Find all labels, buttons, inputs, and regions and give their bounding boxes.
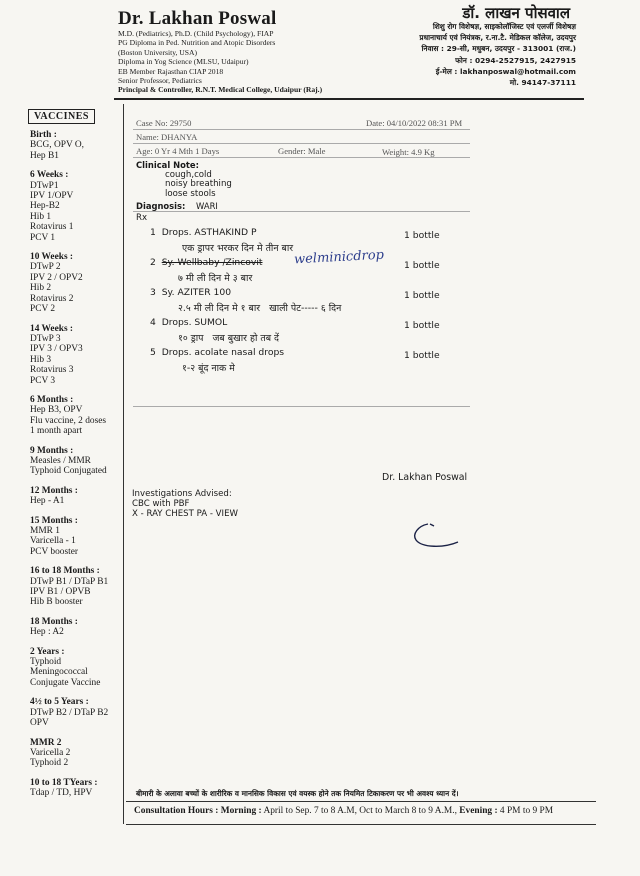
patient-age: Age: 0 Yr 4 Mth 1 Days [136,146,220,156]
diagnosis-value: WARI [196,201,218,211]
vaccine-group [30,486,123,507]
vaccine-item: DTwP 3 [30,333,61,344]
vaccine-item: Hep-B2 [30,201,60,212]
medicine-instruction: ७ मी ली दिन मे ३ बार [178,273,253,284]
vaccine-item: Rotavirus 2 [30,293,74,304]
qualification-line: M.D. (Pediatrics), Ph.D. (Child Psychology), FIAP [118,29,274,38]
vaccine-item: DTwP B1 / DTaP B1 [30,576,109,587]
vaccine-group [30,697,123,728]
medicine-number: 1 [150,227,156,238]
medicine-number: 4 [150,317,156,328]
vaccine-item: PCV booster [30,546,79,557]
vaccine-group [30,778,123,799]
vaccine-item: DTwP1 [30,180,59,191]
vaccine-item: Tdap / TD, HPV [30,788,93,799]
medicine-5 [150,347,284,358]
medicine-name: Sy. Wellbaby /Zincovit [161,257,263,268]
vaccine-item: MMR 1 [30,526,60,536]
clinical-note-items [165,171,232,199]
investigations-label: Investigations Advised: [132,489,232,499]
vaccine-group-heading: 12 Months : [30,485,78,496]
investigation-item: CBC with PBF [132,499,190,509]
hindi-line: शिशु रोग विशेषज्ञ, साइकोलॉजिस्ट एवं एलर्जी विशेषज्ञ [432,22,576,31]
hindi-line: मो. 94147-37111 [509,78,576,88]
clinical-note-label: Clinical Note: [136,160,199,170]
vaccine-item: Varicella - 1 [30,536,76,547]
vaccine-item: Hib 1 [30,211,52,222]
name-divider [133,143,470,144]
footer-bottom-divider [126,824,596,825]
investigations [132,489,238,519]
vaccine-item: Hep B1 [30,150,59,161]
vaccine-group [30,738,123,769]
vaccine-item: Typhoid Conjugated [30,466,107,477]
vaccine-group-heading: Birth : [30,130,57,140]
hindi-line: निवास : 29-सी, मधुबन, उदयपुर - 313001 (राज.) [421,44,576,54]
vaccine-item: Typhoid 2 [30,758,69,769]
vaccine-group-heading: 18 Months : [30,616,78,627]
vaccine-group-heading: 15 Months : [30,515,78,526]
medicine-qty: 1 bottle [404,350,440,361]
header-divider [114,98,584,100]
vaccine-group-heading: 16 to 18 Months : [30,566,100,577]
vaccine-item: Hep B3, OPV [30,405,83,416]
vaccines-title: VACCINES [28,109,95,124]
vaccine-item: PCV 2 [30,304,56,315]
case-divider [133,129,470,130]
consult-label: Consultation Hours : [134,806,219,816]
medicine-instruction: २.५ मी ली दिन मे १ बार खाली पेट----- ६ दिन [178,303,342,314]
clinical-note-item: noisy breathing [165,179,232,190]
diagnosis-label: Diagnosis: [136,201,186,211]
vaccine-group [30,446,123,477]
evening-hours: 4 PM to 9 PM [499,806,554,816]
vaccine-group [30,617,123,638]
rx-divider [133,406,470,407]
vaccine-group [30,324,123,386]
vaccine-group [30,395,123,437]
qualification-line: Diploma in Yog Science (MLSU, Udaipur) [118,57,249,67]
medicine-number: 2 [150,257,156,268]
vaccine-schedule [30,130,123,808]
medicine-1 [150,227,257,238]
qualification-line: EB Member Rajasthan CIAP 2018 [118,66,224,76]
vaccine-group-heading: 10 to 18 TYears : [30,777,98,788]
medicine-qty: 1 bottle [404,290,440,301]
age-divider [133,157,470,158]
qualification-line: Senior Professor, Pediatrics [118,76,202,86]
diagnosis [136,201,218,211]
visit-date: Date: 04/10/2022 08:31 PM [366,118,463,128]
rx-label: Rx [136,213,148,223]
vaccine-group [30,170,123,243]
patient-gender: Gender: Male [278,146,326,156]
medicine-4 [150,317,227,328]
vaccine-item: IPV 3 / OPV3 [30,344,83,355]
medicine-number: 5 [150,347,156,358]
vaccine-item: Hib 2 [30,283,52,294]
vaccine-group-heading: 9 Months : [30,445,74,456]
doctor-details-hindi [326,21,576,88]
vaccine-group-heading: 4½ to 5 Years : [30,697,89,708]
clinical-note-item: loose stools [165,188,216,199]
vaccine-item: Rotavirus 1 [30,222,74,233]
qualification-line: PG Diploma in Ped. Nutrition and Atopic Disorders [118,38,276,48]
vaccine-item: PCV 1 [30,232,56,243]
vaccine-item: Hib 3 [30,354,52,365]
vaccine-item: BCG, OPV O, [30,140,85,151]
vaccine-item: OPV [30,718,49,729]
medicine-qty: 1 bottle [404,230,440,241]
vaccine-item: Hep : A2 [30,627,64,638]
sidebar-divider [123,104,124,824]
morning-hours: April to Sep. 7 to 8 A.M, Oct to March 8 to 9 A.M., [263,806,457,816]
signature-name: Dr. Lakhan Poswal [382,472,468,483]
vaccine-item: Conjugate Vaccine [30,677,101,688]
medicine-number: 3 [150,287,156,298]
vaccine-group-heading: 10 Weeks : [30,252,74,263]
vaccine-item: Measles / MMR [30,455,91,466]
footer-note-hindi: बीमारी के अलावा बच्चों के शारीरिक व मानसिक विकास एवं वयस्क होने तक नियमित टिकाकरण पर भी अवश्य ध्यान दें। [136,789,459,798]
handwritten-note: welminicdrop [293,247,385,268]
vaccine-group [30,566,123,608]
vaccine-item: DTwP B2 / DTaP B2 [30,707,109,718]
hindi-line: फोन : 0294-2527915, 2427915 [455,55,576,65]
medicine-name: Drops. ASTHAKIND P [161,227,257,238]
medicine-2 [150,257,263,268]
vaccine-item: PCV 3 [30,375,56,386]
vaccine-item: Hib B booster [30,597,83,608]
medicine-name: Drops. acolate nasal drops [161,347,285,358]
vaccine-item: Varicella 2 [30,747,71,758]
vaccine-item: Rotavirus 3 [30,365,74,376]
medicine-3 [150,287,231,298]
vaccine-item: 1 month apart [30,426,83,437]
vaccine-group-heading: 6 Months : [30,394,74,405]
evening-label: Evening : [459,806,498,816]
diagnosis-divider [133,211,470,212]
vaccine-group [30,647,123,689]
vaccine-group [30,516,123,558]
medicine-qty: 1 bottle [404,260,440,271]
vaccine-item: Flu vaccine, 2 doses [30,415,107,426]
medicine-name: Drops. SUMOL [161,317,228,328]
vaccine-item: Meningococcal [30,667,88,678]
medicine-instruction: एक ड्रापर भरकर दिन मे तीन बार [182,243,294,254]
vaccine-group-heading: 2 Years : [30,646,65,657]
medicine-qty: 1 bottle [404,320,440,331]
consultation-hours [134,806,553,816]
vaccine-group-heading: 14 Weeks : [30,323,74,334]
vaccine-item: DTwP 2 [30,262,61,273]
vaccine-group [30,252,123,314]
vaccine-group-heading: 6 Weeks : [30,170,69,181]
medicine-instruction: १-२ बूंद नाक मे [182,363,235,374]
investigation-item: X - RAY CHEST PA - VIEW [132,509,239,519]
hindi-line: प्रधानाचार्य एवं नियंत्रक, र.ना.टै. मेडिकल कॉलेज, उदयपुर [419,33,576,43]
vaccine-group-heading: MMR 2 [30,737,62,748]
medicine-instruction: १० ड्राप जब बुखार हो तब दें [178,333,280,344]
hindi-line: ई-मेल : lakhanposwal@hotmail.com [435,66,576,76]
case-number: Case No: 29750 [136,118,192,128]
vaccine-item: IPV 1/OPV [30,191,74,202]
doctor-name-hindi: डॉ. लाखन पोसवाल [462,4,570,22]
clinical-note-item: cough,cold [165,170,212,180]
designation: Principal & Controller, R.N.T. Medical College, Udaipur (Raj.) [118,85,323,95]
handwritten-signature-mark [410,518,462,550]
qualification-line: (Boston University, USA) [118,47,198,57]
vaccine-group [30,130,123,161]
doctor-name: Dr. Lakhan Poswal [118,8,277,29]
vaccine-item: Typhoid [30,657,62,668]
vaccine-item: Hep - A1 [30,496,65,507]
footer-divider [126,801,596,802]
morning-label: Morning : [220,806,262,816]
patient-weight: Weight: 4.9 Kg [382,147,435,157]
patient-name: Name: DHANYA [136,132,198,142]
vaccine-item: IPV 2 / OPV2 [30,272,83,283]
medicine-name: Sy. AZITER 100 [161,287,232,298]
vaccine-item: IPV B1 / OPVB [30,587,91,598]
